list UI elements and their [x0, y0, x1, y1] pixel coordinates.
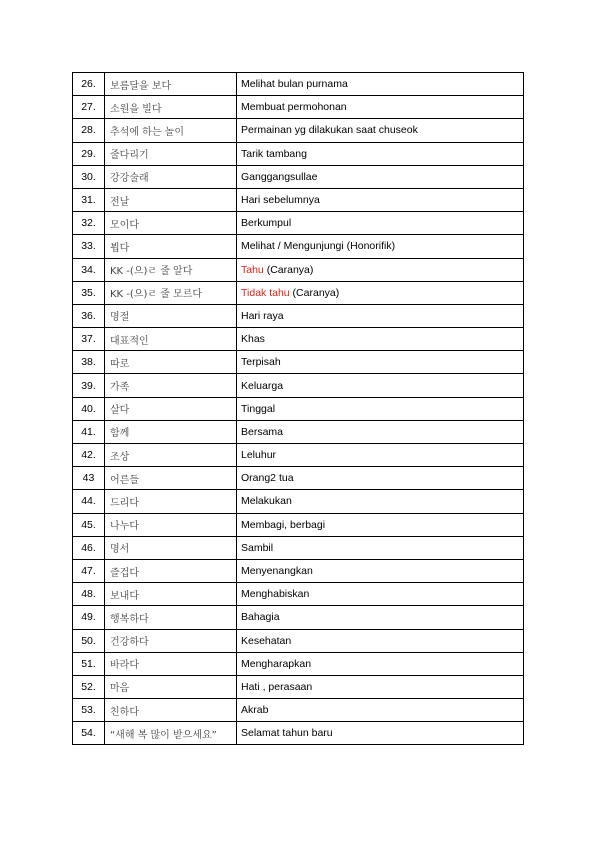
table-row	[73, 235, 524, 258]
indonesian-meaning	[237, 281, 524, 304]
meaning-text: Selamat tahun baru	[241, 727, 333, 740]
indonesian-meaning	[237, 235, 524, 258]
table-row	[73, 142, 524, 165]
meaning-suffix: (Caranya)	[289, 286, 340, 299]
korean-term: 살다	[105, 397, 237, 420]
table-row	[73, 559, 524, 582]
row-number: 27.	[73, 96, 105, 119]
row-number: 49.	[73, 606, 105, 629]
meaning-text: Hati , perasaan	[241, 680, 313, 693]
row-number: 43	[73, 467, 105, 490]
indonesian-meaning	[237, 420, 524, 443]
meaning-text: Permainan yg dilakukan saat chuseok	[241, 124, 418, 137]
row-number: 30.	[73, 165, 105, 188]
table-row	[73, 304, 524, 327]
korean-term: 마음	[105, 675, 237, 698]
meaning-suffix: (Caranya)	[263, 263, 314, 276]
indonesian-meaning	[237, 188, 524, 211]
row-number: 44.	[73, 490, 105, 513]
row-number: 31.	[73, 188, 105, 211]
row-number: 54.	[73, 722, 105, 745]
indonesian-meaning	[237, 722, 524, 745]
table-row	[73, 629, 524, 652]
meaning-text: Bahagia	[241, 611, 280, 624]
indonesian-meaning	[237, 397, 524, 420]
indonesian-meaning	[237, 559, 524, 582]
table-row	[73, 513, 524, 536]
korean-term: 보내다	[105, 583, 237, 606]
korean-term: 명절	[105, 304, 237, 327]
row-number: 52.	[73, 675, 105, 698]
korean-term: 줄다리기	[105, 142, 237, 165]
table-row	[73, 212, 524, 235]
meaning-text: Hari raya	[241, 309, 284, 322]
meaning-text: Keluarga	[241, 379, 284, 392]
korean-term: 조상	[105, 444, 237, 467]
row-number: 35.	[73, 281, 105, 304]
table-row	[73, 351, 524, 374]
meaning-text: Bersama	[241, 425, 284, 438]
indonesian-meaning	[237, 652, 524, 675]
korean-term: 뵙다	[105, 235, 237, 258]
meaning-text: Membagi, berbagi	[241, 518, 326, 531]
indonesian-meaning	[237, 165, 524, 188]
table-row	[73, 281, 524, 304]
table-row	[73, 420, 524, 443]
indonesian-meaning	[237, 606, 524, 629]
row-number: 26.	[73, 73, 105, 96]
korean-term: 추석에 하는 놀이	[105, 119, 237, 142]
indonesian-meaning	[237, 96, 524, 119]
row-number: 39.	[73, 374, 105, 397]
table-row	[73, 328, 524, 351]
row-number: 38.	[73, 351, 105, 374]
row-number: 46.	[73, 536, 105, 559]
indonesian-meaning	[237, 351, 524, 374]
korean-term: 어른들	[105, 467, 237, 490]
indonesian-meaning	[237, 258, 524, 281]
meaning-text: Sambil	[241, 541, 274, 554]
indonesian-meaning	[237, 212, 524, 235]
row-number: 53.	[73, 699, 105, 722]
row-number: 45.	[73, 513, 105, 536]
meaning-text: Tidak tahu	[241, 286, 290, 299]
indonesian-meaning	[237, 142, 524, 165]
korean-term: 모이다	[105, 212, 237, 235]
vocabulary-table-body	[73, 73, 524, 745]
indonesian-meaning	[237, 536, 524, 559]
row-number: 28.	[73, 119, 105, 142]
korean-term: 전날	[105, 188, 237, 211]
row-number: 51.	[73, 652, 105, 675]
meaning-text: Melakukan	[241, 495, 292, 508]
row-number: 34.	[73, 258, 105, 281]
table-row	[73, 258, 524, 281]
meaning-text: Berkumpul	[241, 217, 292, 230]
row-number: 32.	[73, 212, 105, 235]
meaning-text: Kesehatan	[241, 634, 292, 647]
row-number: 50.	[73, 629, 105, 652]
row-number: 47.	[73, 559, 105, 582]
row-number: 33.	[73, 235, 105, 258]
table-row	[73, 165, 524, 188]
indonesian-meaning	[237, 328, 524, 351]
table-row	[73, 675, 524, 698]
table-row	[73, 536, 524, 559]
table-row	[73, 397, 524, 420]
table-row	[73, 444, 524, 467]
korean-term: 가족	[105, 374, 237, 397]
meaning-text: Tinggal	[241, 402, 276, 415]
table-row	[73, 606, 524, 629]
row-number: 40.	[73, 397, 105, 420]
meaning-text: Melihat bulan purnama	[241, 78, 348, 91]
korean-term: 건강하다	[105, 629, 237, 652]
row-number: 48.	[73, 583, 105, 606]
korean-term: 드리다	[105, 490, 237, 513]
meaning-text: Ganggangsullae	[241, 170, 318, 183]
meaning-text: Hari sebelumnya	[241, 194, 320, 207]
table-row	[73, 188, 524, 211]
row-number: 29.	[73, 142, 105, 165]
table-row	[73, 490, 524, 513]
indonesian-meaning	[237, 513, 524, 536]
korean-term: 함께	[105, 420, 237, 443]
korean-term: 친하다	[105, 699, 237, 722]
row-number: 42.	[73, 444, 105, 467]
table-row	[73, 467, 524, 490]
indonesian-meaning	[237, 583, 524, 606]
indonesian-meaning	[237, 629, 524, 652]
row-number: 41.	[73, 420, 105, 443]
korean-term: “새해 복 많이 받으세요”	[105, 722, 237, 745]
indonesian-meaning	[237, 374, 524, 397]
meaning-text: Menyenangkan	[241, 565, 313, 578]
table-row	[73, 722, 524, 745]
indonesian-meaning	[237, 675, 524, 698]
table-row	[73, 119, 524, 142]
table-row	[73, 374, 524, 397]
korean-term: 소원을 빌다	[105, 96, 237, 119]
table-row	[73, 96, 524, 119]
meaning-text: Tahu	[241, 263, 264, 276]
meaning-text: Membuat permohonan	[241, 101, 347, 114]
meaning-text: Menghabiskan	[241, 588, 310, 601]
korean-term: KK -(으)ㄹ 줄 모르다	[105, 281, 237, 304]
korean-term: 명서	[105, 536, 237, 559]
table-row	[73, 699, 524, 722]
korean-term: 대표적인	[105, 328, 237, 351]
meaning-text: Melihat / Mengunjungi (Honorifik)	[241, 240, 396, 253]
indonesian-meaning	[237, 73, 524, 96]
korean-term: 강강술래	[105, 165, 237, 188]
indonesian-meaning	[237, 467, 524, 490]
korean-term: KK -(으)ㄹ 줄 알다	[105, 258, 237, 281]
meaning-text: Terpisah	[241, 356, 281, 369]
table-row	[73, 583, 524, 606]
korean-term: 보름달을 보다	[105, 73, 237, 96]
vocabulary-table	[72, 72, 524, 745]
table-row	[73, 73, 524, 96]
korean-term: 따로	[105, 351, 237, 374]
meaning-text: Mengharapkan	[241, 657, 312, 670]
indonesian-meaning	[237, 304, 524, 327]
meaning-text: Akrab	[241, 704, 269, 717]
meaning-text: Orang2 tua	[241, 472, 294, 485]
row-number: 36.	[73, 304, 105, 327]
meaning-text: Leluhur	[241, 449, 277, 462]
korean-term: 즐겁다	[105, 559, 237, 582]
meaning-text: Tarik tambang	[241, 147, 307, 160]
table-row	[73, 652, 524, 675]
korean-term: 행복하다	[105, 606, 237, 629]
indonesian-meaning	[237, 444, 524, 467]
indonesian-meaning	[237, 119, 524, 142]
korean-term: 나누다	[105, 513, 237, 536]
meaning-text: Khas	[241, 333, 265, 346]
row-number: 37.	[73, 328, 105, 351]
indonesian-meaning	[237, 490, 524, 513]
korean-term: 바라다	[105, 652, 237, 675]
indonesian-meaning	[237, 699, 524, 722]
